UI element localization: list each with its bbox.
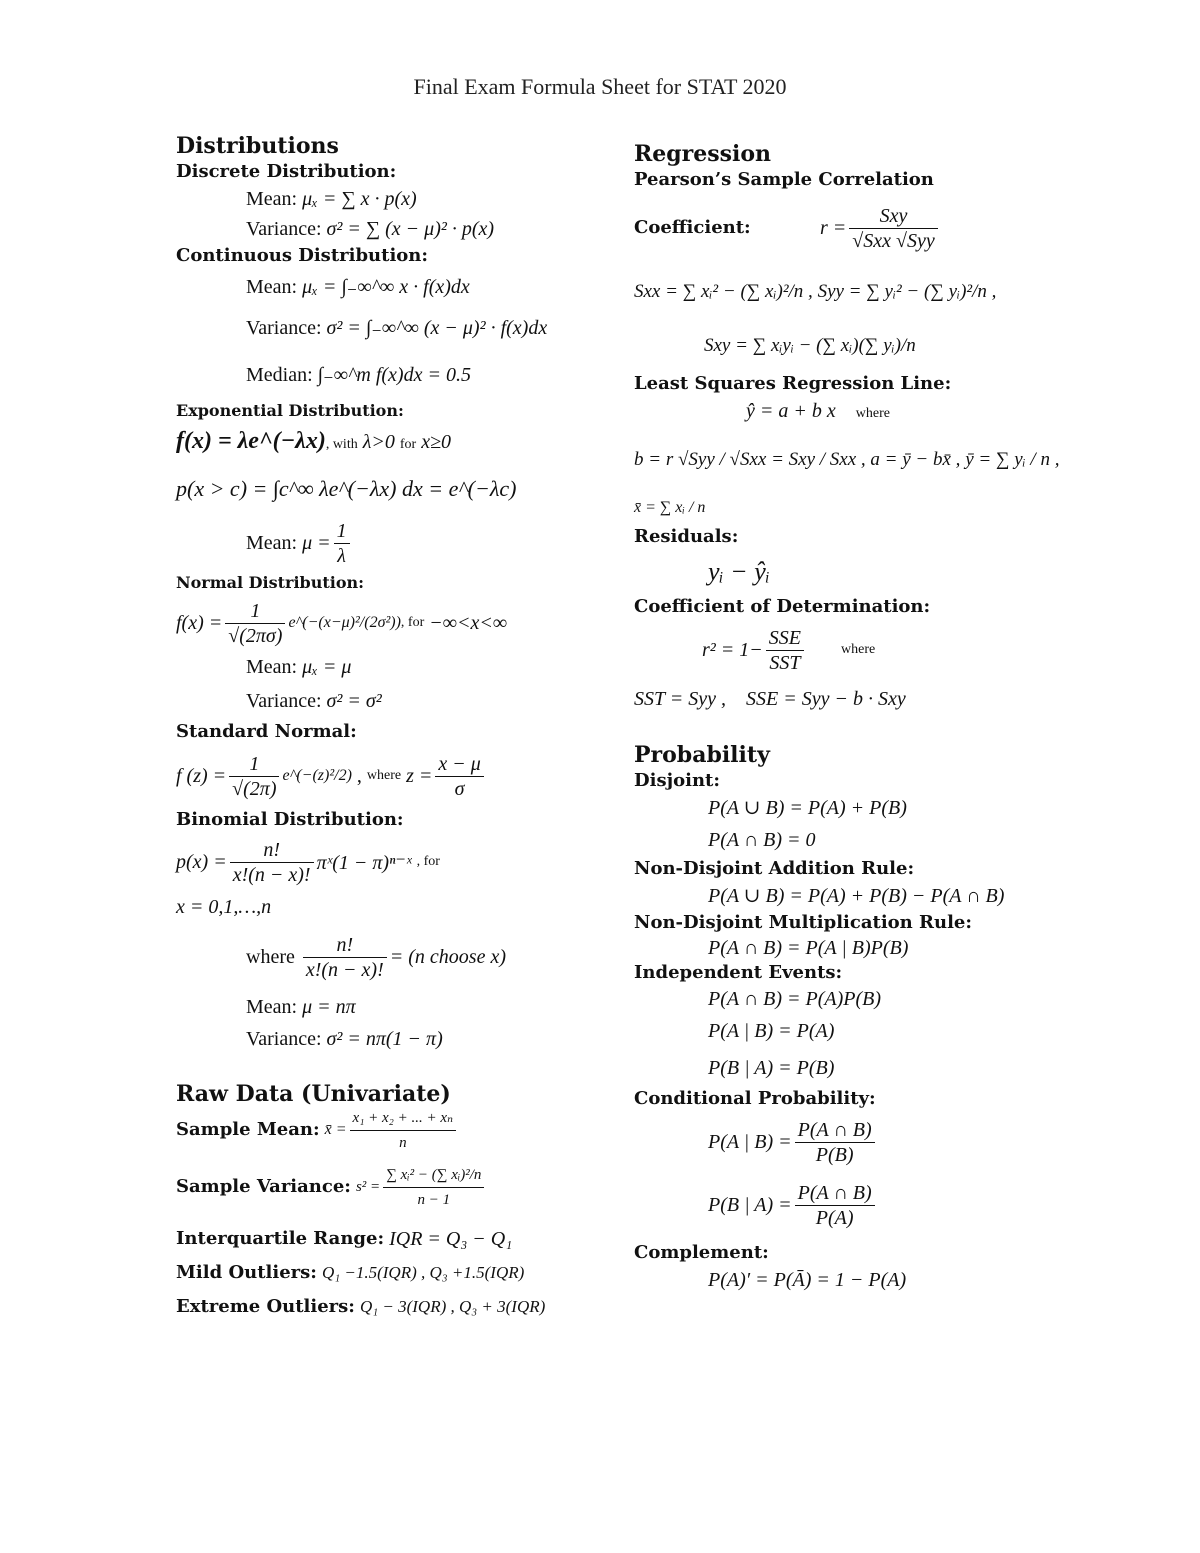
binomial-mean	[176, 992, 596, 1022]
residuals-line	[634, 549, 1074, 595]
correlation-coefficient	[634, 192, 1074, 264]
exponential-tail-formula: p(x > c) = ∫c^∞ λe^(−λx) dx = e^(−λc)	[176, 476, 517, 501]
binomial-where: where	[246, 945, 295, 968]
nd-add-line	[634, 881, 1074, 911]
sample-mean-label: Sample Mean:	[176, 1119, 320, 1140]
exponential-mean-fraction	[334, 519, 350, 568]
sxy-formula: Sxy = ∑ xᵢyᵢ − (∑ xᵢ)(∑ yᵢ)/n	[704, 335, 916, 356]
indep-heading: Independent Events:	[634, 962, 843, 983]
sst-formula: SST = Syy ,	[634, 688, 727, 710]
binomial-pmf	[176, 832, 596, 892]
sample-mean-den: n	[399, 1134, 407, 1151]
normal-pdf-exp: e^(−(x−μ)²/(2σ²))	[288, 614, 401, 631]
distributions-heading: Distributions	[176, 133, 339, 159]
normal-pdf-den: √(2πσ)	[228, 624, 283, 647]
nd-mult-heading: Non-Disjoint Multiplication Rule:	[634, 912, 973, 933]
normal-variance-formula: σ² = σ²	[326, 690, 382, 712]
sst-sse-line	[634, 681, 1074, 717]
left-column	[176, 132, 596, 1324]
continuous-median	[176, 350, 596, 400]
mild-outliers-label: Mild Outliers:	[176, 1262, 317, 1283]
exponential-heading: Exponential Distribution:	[176, 401, 404, 420]
residuals-heading: Residuals:	[634, 526, 739, 547]
normal-heading: Normal Distribution:	[176, 573, 365, 592]
normal-range: −∞<x<∞	[429, 611, 508, 634]
standard-normal-z-fraction	[435, 752, 483, 801]
syy-formula: Syy = ∑ yᵢ² − (∑ yᵢ)²/n ,	[817, 281, 997, 302]
b-formula: b = r √Syy / √Sxx = Sxy / Sxx	[634, 449, 857, 470]
normal-pdf-num: 1	[225, 599, 285, 624]
r-den: √Sxx √Syy	[852, 229, 935, 252]
exponential-mean-lhs: μ =	[302, 531, 331, 554]
discrete-mean-formula: μₓ = ∑ x · p(x)	[302, 188, 417, 210]
xbar-line	[634, 491, 1074, 525]
iqr-formula: IQR = Q₃ − Q₁	[389, 1227, 513, 1250]
indep-formula-3: P(B | A) = P(B)	[708, 1057, 835, 1079]
binomial-variance-formula: σ² = nπ(1 − π)	[326, 1028, 443, 1050]
r2-num: SSE	[766, 626, 804, 651]
exponential-mean	[176, 514, 596, 572]
sample-variance	[176, 1152, 596, 1222]
nd-mult-line	[634, 935, 1074, 961]
iqr-label: Interquartile Range:	[176, 1228, 385, 1249]
standard-normal-where: where	[366, 768, 402, 783]
iqr	[176, 1222, 596, 1256]
binomial-pmf-den: x!(n − x)!	[232, 863, 311, 886]
sample-mean-num: x₁ + x₂ + ... + xₙ	[350, 1106, 457, 1131]
binomial-heading: Binomial Distribution:	[176, 809, 404, 830]
standard-normal-pdf-exp: e^(−(z)²/2)	[282, 767, 352, 784]
standard-normal-z-lhs: z =	[406, 764, 433, 787]
r-fraction	[849, 204, 937, 253]
discrete-variance-formula: σ² = ∑ (x − μ)² · p(x)	[326, 218, 495, 240]
disjoint-union-formula: P(A ∪ B) = P(A) + P(B)	[708, 797, 907, 819]
sample-mean-fraction	[350, 1106, 457, 1155]
binomial-pmf-fraction	[230, 838, 314, 887]
cond-1-lhs: P(A | B) =	[708, 1130, 792, 1153]
r2-fraction	[766, 626, 804, 675]
binomial-coef-num: n!	[303, 933, 387, 958]
cond-1-fraction	[795, 1118, 875, 1167]
binomial-mean-formula: μ = nπ	[302, 996, 356, 1018]
cond-1-num: P(A ∩ B)	[795, 1118, 875, 1143]
binomial-support-formula: x = 0,1,…,n	[176, 896, 272, 918]
exponential-mean-label: Mean:	[246, 531, 298, 554]
sample-variance-num: ∑ xᵢ² − (∑ xᵢ)²/n	[383, 1163, 484, 1188]
complement-line	[634, 1265, 1074, 1295]
standard-normal-z-num: x − μ	[435, 752, 483, 777]
binomial-for: , for	[416, 854, 440, 869]
continuous-heading: Continuous Distribution:	[176, 245, 429, 266]
normal-pdf-lhs: f(x) =	[176, 611, 223, 634]
exponential-pdf-formula: f(x) = λe^(−λx)	[176, 428, 326, 454]
sample-variance-lhs: s² =	[355, 1178, 381, 1195]
normal-mean-label: Mean:	[246, 656, 298, 678]
extreme-outliers-label: Extreme Outliers:	[176, 1296, 355, 1317]
normal-pdf-fraction	[225, 599, 285, 648]
cond-2-fraction	[795, 1181, 875, 1230]
cond-2-num: P(A ∩ B)	[795, 1181, 875, 1206]
indep-formula-2: P(A | B) = P(A)	[708, 1020, 835, 1042]
sample-variance-den: n − 1	[417, 1191, 451, 1208]
sample-mean	[176, 1108, 596, 1152]
page-title: Final Exam Formula Sheet for STAT 2020	[413, 74, 787, 99]
continuous-median-label: Median:	[246, 364, 313, 386]
disjoint-intersection-formula: P(A ∩ B) = 0	[708, 829, 816, 851]
continuous-variance	[176, 306, 596, 350]
discrete-mean	[176, 184, 596, 214]
exponential-with: , with	[325, 437, 358, 452]
nd-add-formula: P(A ∪ B) = P(A) + P(B) − P(A ∩ B)	[708, 885, 1005, 907]
normal-variance	[176, 682, 596, 720]
discrete-mean-label: Mean:	[246, 188, 298, 210]
r2-where: where	[841, 642, 876, 657]
extreme-outliers-formula: Q₁ − 3(IQR) , Q₃ + 3(IQR)	[359, 1297, 546, 1316]
a-formula: , a = ȳ − bx̄ ,	[860, 449, 961, 470]
discrete-variance	[176, 214, 596, 244]
exponential-tail	[176, 464, 596, 514]
exponential-mean-den: λ	[337, 544, 346, 567]
exponential-cond-x: x≥0	[421, 431, 452, 453]
standard-normal-z-den: σ	[454, 777, 465, 800]
cond-1-den: P(B)	[815, 1143, 854, 1166]
binomial-pmf-rest: πˣ(1 − π)ⁿ⁻ˣ	[316, 851, 412, 874]
probability-heading: Probability	[634, 742, 770, 768]
cond-line-2	[634, 1173, 1074, 1237]
standard-normal-pdf-den: √(2π)	[232, 777, 277, 800]
continuous-median-formula: ∫₋∞^m f(x)dx = 0.5	[317, 364, 471, 386]
complement-heading: Complement:	[634, 1242, 769, 1263]
extreme-outliers	[176, 1290, 596, 1324]
binomial-coef-rhs: = (n choose x)	[389, 945, 506, 968]
continuous-variance-formula: σ² = ∫₋∞^∞ (x − μ)² · f(x)dx	[326, 317, 548, 339]
sample-mean-lhs: x̄ =	[324, 1121, 347, 1138]
sse-formula: SSE = Syy − b · Sxy	[746, 688, 906, 710]
continuous-mean	[176, 268, 596, 306]
exponential-pdf	[176, 422, 596, 464]
lsrl-heading: Least Squares Regression Line:	[634, 373, 952, 394]
standard-normal-pdf-fraction	[229, 752, 279, 801]
nd-add-heading: Non-Disjoint Addition Rule:	[634, 858, 915, 879]
standard-normal-heading: Standard Normal:	[176, 721, 357, 742]
binomial-pmf-lhs: p(x) =	[176, 850, 227, 873]
binomial-mean-label: Mean:	[246, 996, 298, 1018]
r-num: Sxy	[849, 204, 937, 229]
pearson-heading: Pearson’s Sample Correlation	[634, 169, 934, 190]
cod-heading: Coefficient of Determination:	[634, 596, 931, 617]
normal-mean-formula: μₓ = μ	[302, 656, 352, 678]
standard-normal-pdf-lhs: f (z) =	[176, 764, 227, 787]
xbar-formula: x̄ = ∑ xᵢ / n	[634, 499, 706, 516]
raw-data-heading: Raw Data (Univariate)	[176, 1081, 451, 1107]
standard-normal-pdf-num: 1	[229, 752, 279, 777]
r2-line	[634, 619, 1074, 681]
standard-normal-pdf: f (z) = $\frac{1}{√(2\pi)}$ e^(−(z)²/2) , where z = $\frac{x - \mu}{\sigma}$	[176, 744, 596, 808]
normal-mean	[176, 652, 596, 682]
discrete-variance-label: Variance:	[246, 218, 322, 240]
cond-2-den: P(A)	[815, 1206, 854, 1229]
continuous-variance-label: Variance:	[246, 317, 322, 339]
cond-2-lhs: P(B | A) =	[708, 1193, 792, 1216]
binomial-pmf-num: n!	[230, 838, 314, 863]
exponential-mean-num: 1	[334, 519, 350, 544]
section-spacer	[176, 1056, 596, 1080]
r-lhs: r =	[820, 216, 847, 239]
sample-variance-fraction	[383, 1163, 484, 1212]
indep-formula-1: P(A ∩ B) = P(A)P(B)	[708, 988, 882, 1010]
sxx-formula: Sxx = ∑ xᵢ² − (∑ xᵢ)²/n ,	[634, 281, 813, 302]
continuous-mean-label: Mean:	[246, 276, 298, 298]
disjoint-intersection	[634, 823, 1074, 857]
binomial-coef	[176, 922, 596, 992]
lsrl-where: where	[855, 406, 890, 421]
continuous-mean-formula: μₓ = ∫₋∞^∞ x · f(x)dx	[302, 276, 470, 298]
binomial-coef-den: x!(n − x)!	[305, 958, 384, 981]
complement-formula: P(A)′ = P(Ā) = 1 − P(A)	[708, 1269, 907, 1291]
indep-line-1	[634, 985, 1074, 1013]
binomial-variance	[176, 1022, 596, 1056]
normal-variance-label: Variance:	[246, 690, 322, 712]
sample-variance-label: Sample Variance:	[176, 1176, 351, 1197]
indep-line-3	[634, 1049, 1074, 1087]
right-column	[634, 140, 1074, 1295]
coefficient-label: Coefficient:	[634, 217, 751, 238]
residuals-formula: yᵢ − ŷᵢ	[708, 557, 770, 586]
sxx-syy-line	[634, 264, 1074, 320]
r2-lhs: r² = 1−	[702, 638, 763, 661]
regression-heading: Regression	[634, 141, 772, 167]
discrete-heading: Discrete Distribution:	[176, 161, 397, 182]
mild-outliers	[176, 1256, 596, 1290]
exponential-cond-lambda: λ>0	[362, 431, 395, 453]
sxy-line	[634, 320, 1074, 372]
nd-mult-formula: P(A ∩ B) = P(A | B)P(B)	[708, 937, 909, 959]
cond-line-1	[634, 1111, 1074, 1173]
lsrl-formula: ŷ = a + b x	[746, 400, 836, 422]
normal-for: , for	[400, 615, 425, 630]
r2-den: SST	[769, 651, 801, 674]
binomial-support	[176, 892, 596, 922]
normal-pdf	[176, 594, 596, 652]
binomial-coef-fraction	[303, 933, 387, 982]
slope-intercept-line	[634, 429, 1074, 491]
exponential-for: for	[399, 437, 417, 452]
ybar-formula: ȳ = ∑ yᵢ / n ,	[965, 449, 1060, 470]
disjoint-heading: Disjoint:	[634, 770, 720, 791]
binomial-variance-label: Variance:	[246, 1028, 322, 1050]
lsrl-line	[634, 396, 1074, 429]
disjoint-union	[634, 793, 1074, 823]
cond-heading: Conditional Probability:	[634, 1088, 876, 1109]
section-spacer-right	[634, 717, 1074, 741]
indep-line-2	[634, 1013, 1074, 1049]
mild-outliers-formula: Q₁ −1.5(IQR) , Q₃ +1.5(IQR)	[321, 1263, 525, 1282]
